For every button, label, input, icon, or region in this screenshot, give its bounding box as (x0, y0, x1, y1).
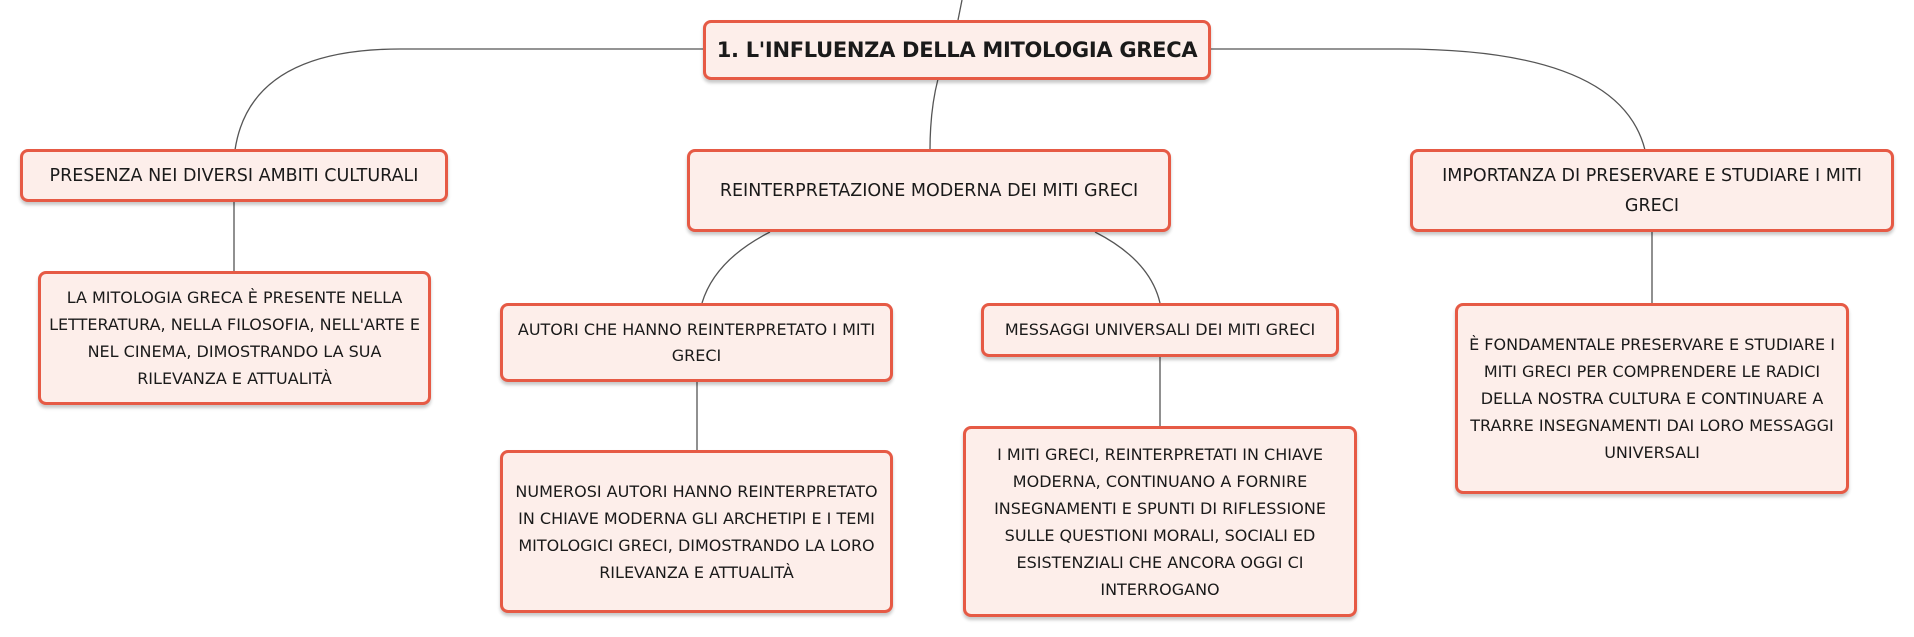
messaggi-detail-text: I MITI GRECI, REINTERPRETATI IN CHIAVE MODERNA, CONTINUANO A FORNIRE INSEGNAMENTI E SPUNTI DI RIFLESSIONE SULLE QUESTIONI MORALI, SOCIALI ED ESISTENZIALI CHE ANCORA OGGI CI INTERROGANO (994, 444, 1326, 599)
presenza-detail-node[interactable] (38, 271, 431, 405)
branch-presenza-node[interactable] (20, 149, 448, 202)
root-topic-node[interactable] (703, 20, 1211, 80)
connector-reinterpretazione-messaggi (1095, 232, 1160, 303)
importanza-detail-node[interactable] (1455, 303, 1849, 494)
messaggi-detail-node[interactable] (963, 426, 1357, 617)
connector-reinterpretazione-autori (702, 232, 770, 303)
subtopic-messaggi-node[interactable] (981, 303, 1339, 357)
autori-detail-text: NUMEROSI AUTORI HANNO REINTERPRETATO IN CHIAVE MODERNA GLI ARCHETIPI E I TEMI MITOLOGICI GRECI, DIMOSTRANDO LA LORO RILEVANZA E ATTUALITÀ (515, 481, 878, 582)
subtopic-messaggi-label: MESSAGGI UNIVERSALI DEI MITI GRECI (1004, 320, 1316, 339)
branch-presenza-label: PRESENZA NEI DIVERSI AMBITI CULTURALI (49, 165, 419, 186)
presenza-detail-text: LA MITOLOGIA GRECA È PRESENTE NELLA LETTERATURA, NELLA FILOSOFIA, NELL'ARTE E NEL CINEMA, DIMOSTRANDO LA SUA RILEVANZA E ATTUALITÀ (49, 288, 420, 388)
branch-importanza-label: IMPORTANZA DI PRESERVARE E STUDIARE I MITI GRECI (1442, 165, 1862, 216)
subtopic-autori-node[interactable] (500, 303, 893, 382)
branch-reinterpretazione-label: REINTERPRETAZIONE MODERNA DEI MITI GRECI (719, 180, 1139, 201)
root-topic-label: 1. L'INFLUENZA DELLA MITOLOGIA GRECA (716, 38, 1198, 62)
subtopic-autori-label: AUTORI CHE HANNO REINTERPRETATO I MITI GRECI (517, 319, 876, 365)
connector-root-importanza (1208, 49, 1645, 150)
connector-root-presenza (235, 49, 705, 150)
importanza-detail-text: È FONDAMENTALE PRESERVARE E STUDIARE I MITI GRECI PER COMPRENDERE LE RADICI DELLA NOSTRA CULTURA E CONTINUARE A TRARRE INSEGNAMENTI DAI LORO MESSAGGI UNIVERSALI (1469, 335, 1835, 462)
connector-root-reinterpretazione (930, 79, 938, 150)
connector-parent-root (958, 0, 962, 20)
branch-importanza-node[interactable] (1410, 149, 1894, 232)
branch-reinterpretazione-node[interactable] (687, 149, 1171, 232)
autori-detail-node[interactable] (500, 450, 893, 613)
